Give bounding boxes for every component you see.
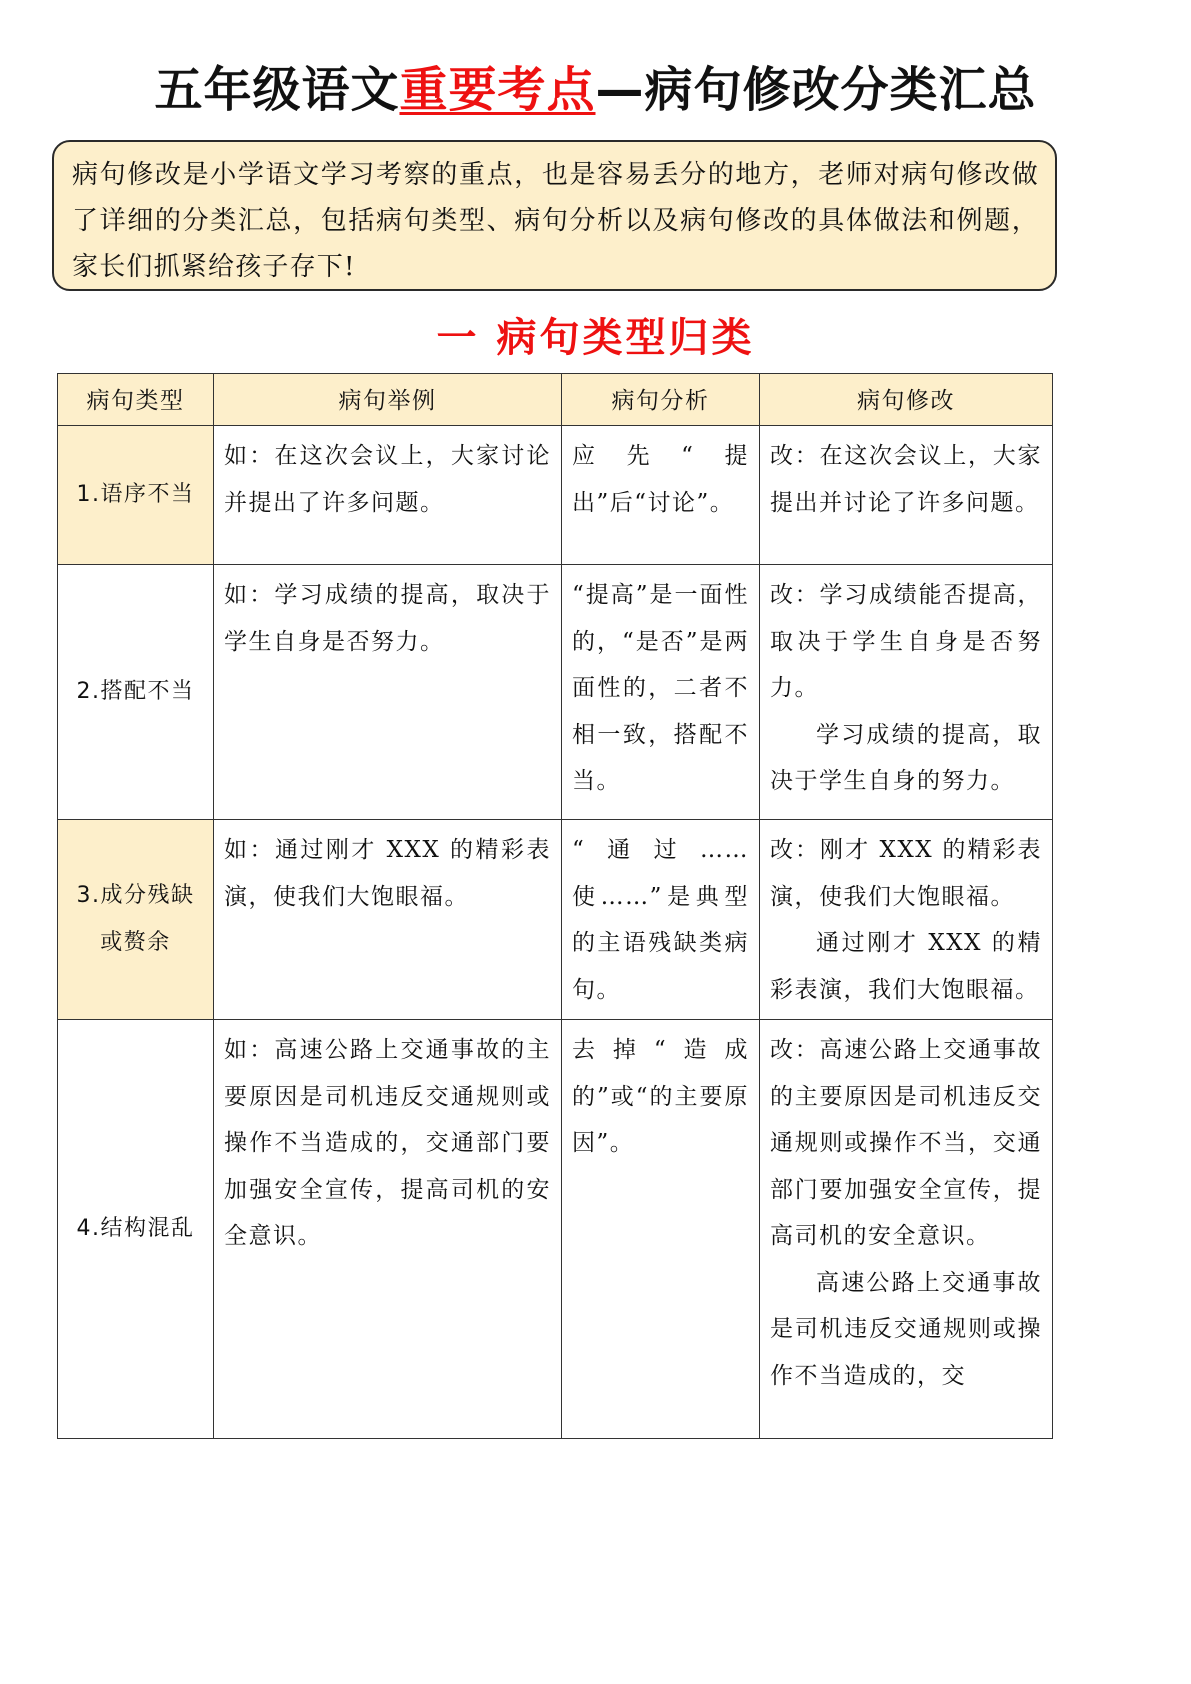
analysis-text: “提高”是一面性的，“是否”是两面性的，二者不相一致，搭配不当。: [572, 582, 749, 794]
cell-correction: [760, 565, 1053, 820]
cell-type: 4.结构混乱: [58, 1020, 214, 1439]
example-text: 如：高速公路上交通事故的主要原因是司机违反交通规则或操作不当造成的，交通部门要加强安全宣传，提高司机的安全意识。: [224, 1037, 551, 1249]
header-type: 病句类型: [58, 374, 214, 426]
analysis-text: 去掉“造成的”或“的主要原因”。: [572, 1037, 749, 1156]
sentence-types-table: [57, 373, 1053, 1439]
correction-alt-text: 通过刚才 XXX 的精彩表演，我们大饱眼福。: [770, 930, 1042, 1003]
header-example: 病句举例: [214, 374, 562, 426]
example-text: 如：通过刚才 XXX 的精彩表演，使我们大饱眼福。: [224, 837, 551, 910]
header-analysis: 病句分析: [562, 374, 760, 426]
section-heading: 一 病句类型归类: [436, 315, 755, 361]
correction-text: 改：高速公路上交通事故的主要原因是司机违反交通规则或操作不当，交通部门要加强安全宣传，提高司机的安全意识。: [770, 1037, 1042, 1249]
analysis-text: 应先“提出”后“讨论”。: [572, 443, 749, 516]
cell-analysis: [562, 820, 760, 1020]
correction-text: 改：在这次会议上，大家提出并讨论了许多问题。: [770, 443, 1042, 516]
cell-analysis: [562, 426, 760, 565]
cell-type: 2.搭配不当: [58, 565, 214, 820]
table-row: [58, 820, 1053, 1020]
correction-text: 改：刚才 XXX 的精彩表演，使我们大饱眼福。: [770, 837, 1042, 910]
header-correction: 病句修改: [760, 374, 1053, 426]
page-title: [0, 58, 1191, 122]
analysis-text: “通过……使……”是典型的主语残缺类病句。: [572, 837, 749, 1003]
table-row: [58, 1020, 1053, 1439]
cell-example: [214, 426, 562, 565]
title-accent: 重要考点: [399, 62, 596, 118]
correction-text: 改：学习成绩能否提高，取决于学生自身是否努力。: [770, 582, 1042, 701]
title-prefix: 五年级语文: [154, 62, 400, 118]
cell-correction: [760, 426, 1053, 565]
cell-type: 1.语序不当: [58, 426, 214, 565]
cell-example: [214, 1020, 562, 1439]
cell-correction: [760, 1020, 1053, 1439]
table-row: [58, 426, 1053, 565]
table-header-row: [58, 374, 1053, 426]
cell-analysis: [562, 1020, 760, 1439]
intro-text: 病句修改是小学语文学习考察的重点，也是容易丢分的地方，老师对病句修改做了详细的分类汇总，包括病句类型、病句分析以及病句修改的具体做法和例题，家长们抓紧给孩子存下!: [72, 160, 1039, 282]
example-text: 如：学习成绩的提高，取决于学生自身是否努力。: [224, 582, 551, 655]
intro-box: [52, 140, 1057, 291]
type-line-1: 3.成分残缺: [76, 883, 195, 908]
correction-alt-text: 高速公路上交通事故是司机违反交通规则或操作不当造成的，交: [770, 1269, 1042, 1389]
correction-alt-text: 学习成绩的提高，取决于学生自身的努力。: [770, 721, 1042, 794]
table-row: [58, 565, 1053, 820]
cell-type: [58, 820, 214, 1020]
cell-analysis: [562, 565, 760, 820]
cell-example: [214, 565, 562, 820]
example-text: 如：在这次会议上，大家讨论并提出了许多问题。: [224, 443, 551, 516]
cell-correction: [760, 820, 1053, 1020]
cell-example: [214, 820, 562, 1020]
title-suffix: —病句修改分类汇总: [595, 62, 1037, 118]
type-line-2: 或赘余: [100, 929, 171, 955]
